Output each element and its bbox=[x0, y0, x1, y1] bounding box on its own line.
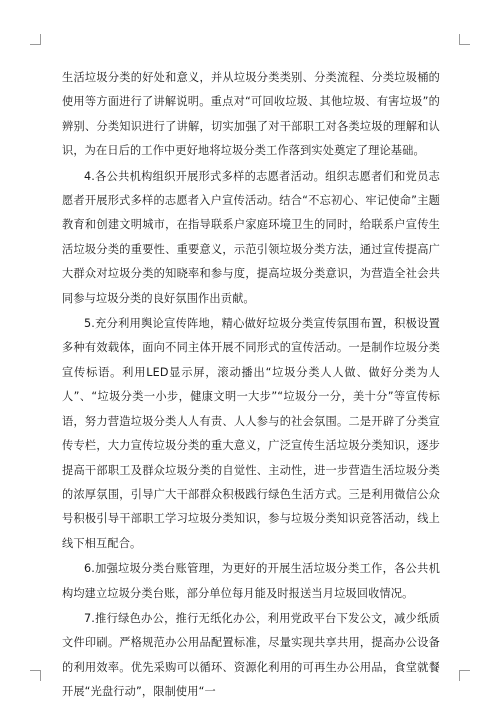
paragraph-item-5: 5.充分利用舆论宣传阵地，精心做好垃圾分类宣传氛围布置，积极设置多种有效载体，面向不同主体开展不同形式的宣传活动。一是制作垃圾分类宣传标语。利用LED显示屏，滚动播出“垃圾分类人人做、做好分类为人人”、“垃圾分类一小步，健康文明一大步”“垃圾分一分，美十分”等宣传标语，努力营造垃圾分类人人有责、人人参与的社会氛围。二是开辟了分类宣传专栏，大力宣传垃圾分类的重大意义，广泛宣传生活垃圾分类知识，逐步提高干部职工及群众垃圾分类的自觉性、主动性，进一步营造生活垃圾分类的浓厚氛围，引导广大干部群众积极践行绿色生活方式。三是利用微信公众号积极引导干部职工学习垃圾分类知识，参与垃圾分类知识竞答活动，线上线下相互配合。 bbox=[62, 317, 440, 550]
crop-mark-bottom-left bbox=[30, 670, 41, 681]
document-body bbox=[62, 66, 440, 705]
paragraph-item-7: 7.推行绿色办公，推行无纸化办公，利用党政平台下发公文，减少纸质文件印刷。严格规范办公用品配置标准，尽量实现共享共用，提高办公设备的利用效率。优先采购可以循环、资源化利用的可再生办公用品，食堂就餐开展“光盘行动”，限制使用“一 bbox=[62, 611, 440, 699]
crop-mark-top-left bbox=[30, 34, 41, 45]
paragraph-continuation: 生活垃圾分类的好处和意义，并从垃圾分类类别、分类流程、分类垃圾桶的使用等方面进行了讲解说明。重点对“可回收垃圾、其他垃圾、有害垃圾”的辨别、分类知识进行了讲解，切实加强了对干部职工对各类垃圾的理解和认识，为在日后的工作中更好地将垃圾分类工作落到实处奠定了理论基础。 bbox=[62, 71, 440, 158]
crop-mark-top-right bbox=[459, 34, 470, 45]
crop-mark-bottom-right bbox=[459, 670, 470, 681]
paragraph-item-6: 6.加强垃圾分类台账管理，为更好的开展生活垃圾分类工作，各公共机构均建立垃圾分类台账，部分单位每月能及时报送当月垃圾回收情况。 bbox=[62, 562, 440, 600]
paragraph-item-4: 4.各公共机构组织开展形式多样的志愿者活动。组织志愿者们和党员志愿者开展形式多样的志愿者入户宣传活动。结合“不忘初心、牢记使命”主题教育和创建文明城市，在指导联系户家庭环境卫生的同时，给联系户宣传生活垃圾分类的重要性、重要意义，示范引领垃圾分类方法，通过宣传提高广大群众对垃圾分类的知晓率和参与度，提高垃圾分类意识，为营造全社会共同参与垃圾分类的良好氛围作出贡献。 bbox=[62, 169, 440, 305]
